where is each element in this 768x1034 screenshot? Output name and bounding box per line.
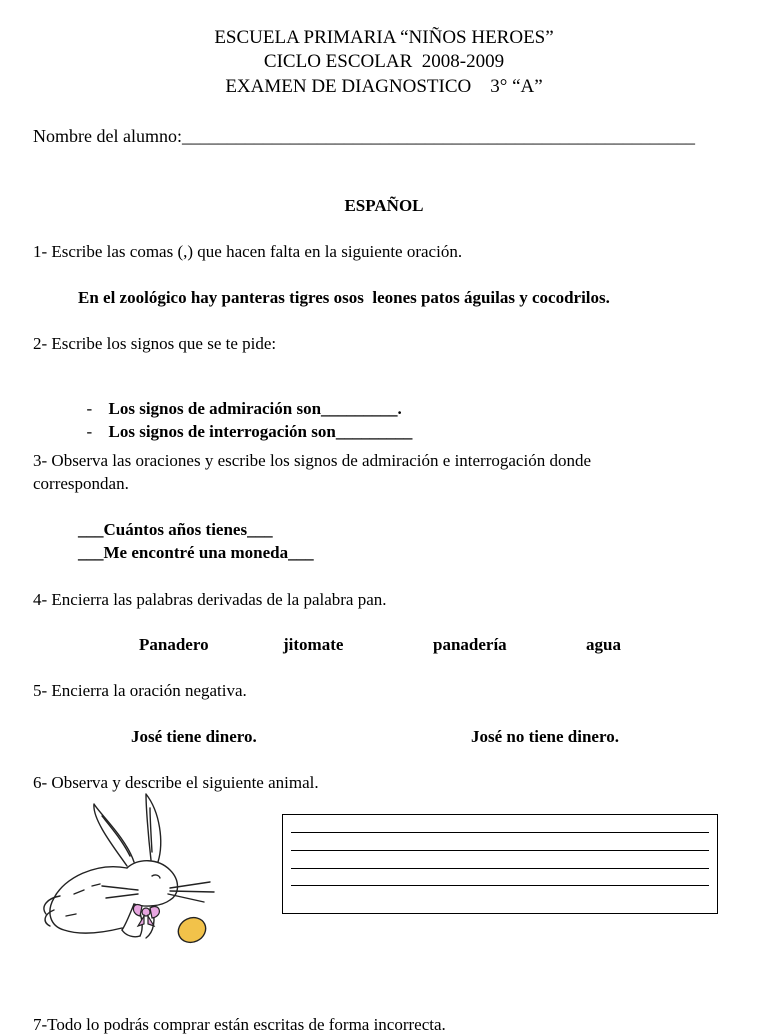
answer-line-1[interactable] xyxy=(291,832,709,833)
q1-prompt: 1- Escribe las comas (,) que hacen falta en la siguiente oración. xyxy=(33,242,463,261)
q4-word-jitomate[interactable]: jitomate xyxy=(283,635,344,654)
q3-item-2[interactable]: ___Me encontré una moneda___ xyxy=(78,543,314,562)
q4-word-panadero[interactable]: Panadero xyxy=(139,635,209,654)
exam-title: EXAMEN DE DIAGNOSTICO 3° “A” xyxy=(225,76,543,97)
q2-item-2 xyxy=(78,406,412,440)
rabbit-illustration xyxy=(34,790,224,950)
answer-line-3[interactable] xyxy=(291,868,709,869)
q5-option-2[interactable]: José no tiene dinero. xyxy=(471,727,619,746)
q4-word-panaderia[interactable]: panadería xyxy=(433,635,507,654)
q6-prompt: 6- Observa y describe el siguiente animal. xyxy=(33,773,319,792)
school-name: ESCUELA PRIMARIA “NIÑOS HEROES” xyxy=(214,27,554,48)
q3-prompt-line-1: 3- Observa las oraciones y escribe los signos de admiración e interrogación donde xyxy=(33,451,591,470)
section-title: ESPAÑOL xyxy=(344,196,424,215)
q2-item-2-text[interactable]: Los signos de interrogación son_________ xyxy=(108,422,413,441)
answer-line-2[interactable] xyxy=(291,850,709,851)
q3-item-1[interactable]: ___Cuántos años tienes___ xyxy=(78,520,273,539)
bullet-dash: - xyxy=(86,399,93,418)
q2-prompt: 2- Escribe los signos que se te pide: xyxy=(33,334,277,353)
q5-prompt: 5- Encierra la oración negativa. xyxy=(33,681,247,700)
answer-box[interactable] xyxy=(282,814,718,914)
q5-option-1[interactable]: José tiene dinero. xyxy=(131,727,257,746)
school-cycle: CICLO ESCOLAR 2008-2009 xyxy=(263,51,505,72)
bullet-dash: - xyxy=(86,422,93,441)
q7-prompt: 7-Todo lo podrás comprar están escritas de forma incorrecta. xyxy=(33,1015,446,1034)
q1-sentence: En el zoológico hay panteras tigres osos leones patos águilas y cocodrilos. xyxy=(78,288,610,307)
student-name-field[interactable]: Nombre del alumno:_________________________________________________________ xyxy=(33,126,695,146)
answer-line-4[interactable] xyxy=(291,885,709,886)
q2-item-1-text[interactable]: Los signos de admiración son_________. xyxy=(108,399,402,418)
q4-word-agua[interactable]: agua xyxy=(586,635,621,654)
q4-prompt: 4- Encierra las palabras derivadas de la palabra pan. xyxy=(33,590,387,609)
q3-prompt-line-2: correspondan. xyxy=(33,474,129,493)
